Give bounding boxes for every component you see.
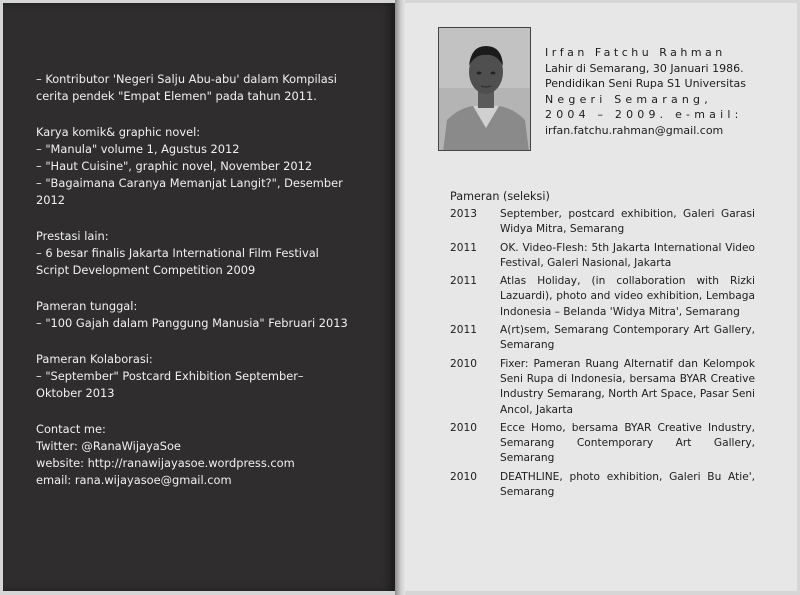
collab-block (36, 351, 373, 402)
comics-block (36, 124, 373, 209)
study-years: 2004 – 2009. e-mail: (545, 108, 743, 121)
solo-heading: Pameran tunggal: (36, 299, 138, 313)
comics-item: – "Haut Cuisine", graphic novel, November 2012 (36, 159, 313, 173)
exhibition-item (450, 323, 755, 354)
contact-heading: Contact me: (36, 422, 106, 436)
solo-item: – "100 Gajah dalam Panggung Manusia" Februari 2013 (36, 316, 348, 330)
exhibition-desc: Atlas Holiday, (in collaboration with Rizki Lazuardi), photo and video exhibition, Lembaga Indonesia – Belanda 'Widya Mitra', Semarang (500, 275, 755, 318)
exhibition-desc: Ecce Homo, bersama BYAR Creative Industry, Semarang Contemporary Art Gallery, Semarang (500, 421, 755, 465)
awards-item: Script Development Competition 2009 (36, 263, 256, 277)
exhibition-item (450, 241, 755, 272)
exhibition-year: 2013 (450, 208, 477, 220)
page-gutter (395, 0, 405, 595)
exhibition-item (450, 207, 755, 238)
exhibition-item (450, 357, 755, 418)
contact-email: email: rana.wijayasoe@gmail.com (36, 473, 232, 487)
bio-text (545, 45, 767, 138)
right-page (405, 3, 797, 591)
exhibition-desc: Fixer: Pameran Ruang Alternatif dan Kelompok Seni Rupa di Indonesia, bersama BYAR Creative Industry Semarang, North Art Space, Pasar Seni Ancol, Jakarta (500, 357, 755, 416)
collab-item: – "September" Postcard Exhibition September– (36, 369, 304, 383)
birth-info: Lahir di Semarang, 30 Januari 1986. (545, 61, 744, 75)
intro-line: – Kontributor 'Negeri Salju Abu-abu' dalam Kompilasi (36, 72, 337, 86)
exhibition-item (450, 274, 755, 320)
exhibition-year: 2010 (450, 357, 477, 370)
exhibition-desc: September, postcard exhibition, Galeri Garasi Widya Mitra, Semarang (500, 208, 755, 236)
collab-heading: Pameran Kolaborasi: (36, 352, 153, 366)
awards-heading: Prestasi lain: (36, 229, 109, 243)
exhibition-item (450, 470, 755, 501)
exhibitions-list (450, 207, 755, 503)
comics-heading: Karya komik& graphic novel: (36, 125, 201, 139)
left-page (3, 3, 395, 591)
exhibition-desc: A(rt)sem, Semarang Contemporary Art Gallery, Semarang (500, 324, 755, 352)
awards-block (36, 228, 373, 279)
education-info: Pendidikan Seni Rupa S1 Universitas (545, 77, 746, 90)
exhibition-year: 2010 (450, 421, 477, 434)
exhibitions-heading: Pameran (seleksi) (450, 190, 550, 203)
contact-website: website: http://ranawijayasoe.wordpress.com (36, 456, 295, 470)
solo-block (36, 298, 373, 332)
comics-item: – "Bagaimana Caranya Memanjat Langit?", Desember (36, 176, 343, 190)
exhibition-desc: DEATHLINE, photo exhibition, Galeri Bu Atie', Semarang (500, 470, 755, 499)
contact-block (36, 421, 373, 489)
exhibition-year: 2010 (450, 470, 477, 483)
exhibition-year: 2011 (450, 275, 477, 288)
portrait-photo (438, 27, 531, 151)
exhibition-item (450, 421, 755, 467)
artist-email: irfan.fatchu.rahman@gmail.com (545, 123, 724, 137)
intro-line: cerita pendek "Empat Elemen" pada tahun 2011. (36, 89, 317, 103)
comics-item: 2012 (36, 193, 65, 207)
awards-item: – 6 besar finalis Jakarta International Film Festival (36, 246, 319, 260)
contact-twitter: Twitter: @RanaWijayaSoe (36, 439, 181, 453)
exhibition-year: 2011 (450, 241, 477, 254)
exhibition-desc: OK. Video-Flesh: 5th Jakarta International Video Festival, Galeri Nasional, Jakarta (500, 241, 755, 269)
exhibition-year: 2011 (450, 324, 477, 337)
collab-item: Oktober 2013 (36, 386, 115, 400)
intro-block (36, 71, 373, 105)
education-info: Negeri Semarang, (545, 92, 712, 106)
artist-name: Irfan Fatchu Rahman (545, 46, 726, 59)
comics-item: – "Manula" volume 1, Agustus 2012 (36, 142, 240, 156)
